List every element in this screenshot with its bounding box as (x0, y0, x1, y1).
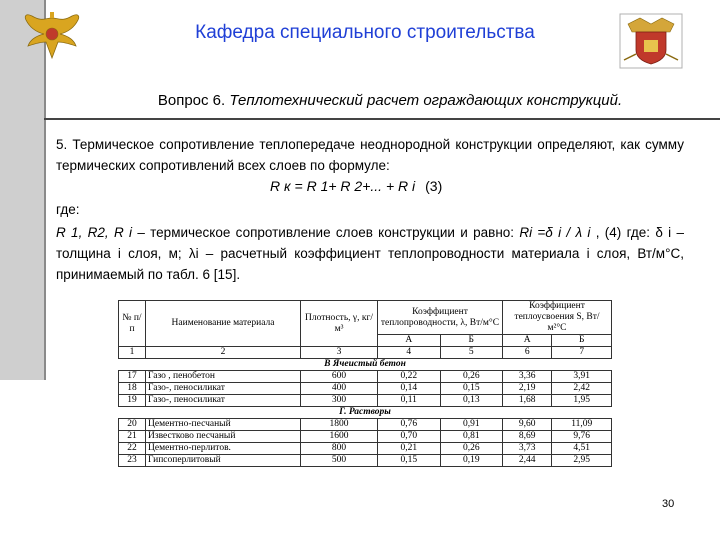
table-row (119, 431, 612, 443)
table-cell: 0,15 (440, 383, 503, 395)
header-name: Наименование материала (146, 301, 301, 347)
header-a2: А (503, 335, 552, 347)
column-number-cell: 7 (552, 347, 612, 359)
table-cell: 0,26 (440, 443, 503, 455)
table-cell: 3,36 (503, 371, 552, 383)
table-cell: 1600 (301, 431, 378, 443)
table-row (119, 455, 612, 467)
page-title: Кафедра специального строительства (195, 22, 535, 43)
table-header-row (119, 301, 612, 335)
column-number-cell: 4 (378, 347, 441, 359)
header-b2: Б (552, 335, 612, 347)
table-cell: 0,21 (378, 443, 441, 455)
table-cell: Газо-, пеносиликат (146, 383, 301, 395)
table-cell: Гипсоперлитовый (146, 455, 301, 467)
page-number: 30 (662, 498, 675, 510)
table-cell: 17 (119, 371, 146, 383)
table-cell: 11,09 (552, 419, 612, 431)
table-cell: Цементно-перлитов. (146, 443, 301, 455)
table-cell: 0,14 (378, 383, 441, 395)
table-cell: 0,19 (440, 455, 503, 467)
table-cell: 2,19 (503, 383, 552, 395)
table-cell: 4,51 (552, 443, 612, 455)
paragraph-2 (56, 222, 684, 285)
question-heading (90, 92, 690, 109)
section-title: Г. Растворы (119, 407, 612, 419)
formula-3 (270, 178, 442, 194)
table-body (119, 347, 612, 467)
paragraph-2-part-d: , (4) где: δ i – толщина i слоя, м; λi – расчетный коэффициент теплопроводности материала i слоя, Вт/м°С, принимаемый по табл. 6 [15]. (56, 225, 685, 282)
materials-table (118, 300, 612, 467)
header-num: № п/п (119, 301, 146, 347)
table-cell: Известково песчаный (146, 431, 301, 443)
header-b1: Б (440, 335, 503, 347)
table-cell: 9,60 (503, 419, 552, 431)
table-row (119, 443, 612, 455)
header-density: Плотность, γ, кг/м³ (301, 301, 378, 347)
table-cell: 8,69 (503, 431, 552, 443)
table-cell: 3,73 (503, 443, 552, 455)
section-row (119, 359, 612, 371)
table-cell: 0,11 (378, 395, 441, 407)
column-number-cell: 5 (440, 347, 503, 359)
paragraph-2-part-b: – термическое сопротивление слоев конструкции и равно: (132, 225, 520, 240)
crest-emblem-icon (618, 12, 684, 70)
table-cell: 800 (301, 443, 378, 455)
table-cell: 23 (119, 455, 146, 467)
table-cell: 0,15 (378, 455, 441, 467)
table-cell: 300 (301, 395, 378, 407)
table-row (119, 419, 612, 431)
column-number-row (119, 347, 612, 359)
table-cell: 1800 (301, 419, 378, 431)
resistance-symbols: R 1, R2, R i (56, 225, 133, 240)
table-row (119, 395, 612, 407)
question-text: Теплотехнический расчет ограждающих конструкций. (229, 92, 623, 109)
table-cell: 20 (119, 419, 146, 431)
table-cell: Цементно-песчаный (146, 419, 301, 431)
eagle-emblem-icon (22, 10, 82, 66)
table-cell: Газо-, пеносиликат (146, 395, 301, 407)
table-row (119, 371, 612, 383)
table-cell: 18 (119, 383, 146, 395)
table-cell: 600 (301, 371, 378, 383)
table-cell: 0,13 (440, 395, 503, 407)
table-row (119, 383, 612, 395)
table-cell: 500 (301, 455, 378, 467)
header-absorption: Коэффициент теплоусвоения S, Вт/м²°С (503, 301, 612, 335)
table-cell: 21 (119, 431, 146, 443)
where-label: где: (56, 202, 80, 217)
table-cell: 0,26 (440, 371, 503, 383)
section-title: В Ячеистый бетон (119, 359, 612, 371)
table-cell: 2,95 (552, 455, 612, 467)
table-cell: 1,95 (552, 395, 612, 407)
question-lead: Вопрос 6. (157, 92, 230, 109)
header-conductivity: Коэффициент теплопроводности, λ, Вт/м°С (378, 301, 503, 335)
paragraph-1: 5. Термическое сопротивление теплопередаче неоднородной конструкции определяют, как сумму термических сопротивлений всех слоев по формуле: (56, 137, 684, 173)
formula-number: (3) (425, 178, 443, 194)
table-cell: 0,91 (440, 419, 503, 431)
formula-text: R к = R 1+ R 2+... + R i (270, 178, 416, 194)
column-number-cell: 1 (119, 347, 146, 359)
table-cell: 2,42 (552, 383, 612, 395)
table-cell: 0,70 (378, 431, 441, 443)
table-cell: 0,81 (440, 431, 503, 443)
section-row (119, 407, 612, 419)
materials-table-image (118, 300, 612, 498)
table-cell: 9,76 (552, 431, 612, 443)
column-number-cell: 2 (146, 347, 301, 359)
table-cell: 2,44 (503, 455, 552, 467)
table-cell: 400 (301, 383, 378, 395)
column-number-cell: 6 (503, 347, 552, 359)
table-cell: 0,76 (378, 419, 441, 431)
formula-4: Ri =δ i / λ i (519, 225, 591, 240)
table-cell: 22 (119, 443, 146, 455)
table-cell: 1,68 (503, 395, 552, 407)
header-a1: А (378, 335, 441, 347)
table-cell: 3,91 (552, 371, 612, 383)
column-number-cell: 3 (301, 347, 378, 359)
table-cell: 0,22 (378, 371, 441, 383)
table-cell: Газо , пенобетон (146, 371, 301, 383)
header-divider (44, 118, 720, 120)
table-cell: 19 (119, 395, 146, 407)
